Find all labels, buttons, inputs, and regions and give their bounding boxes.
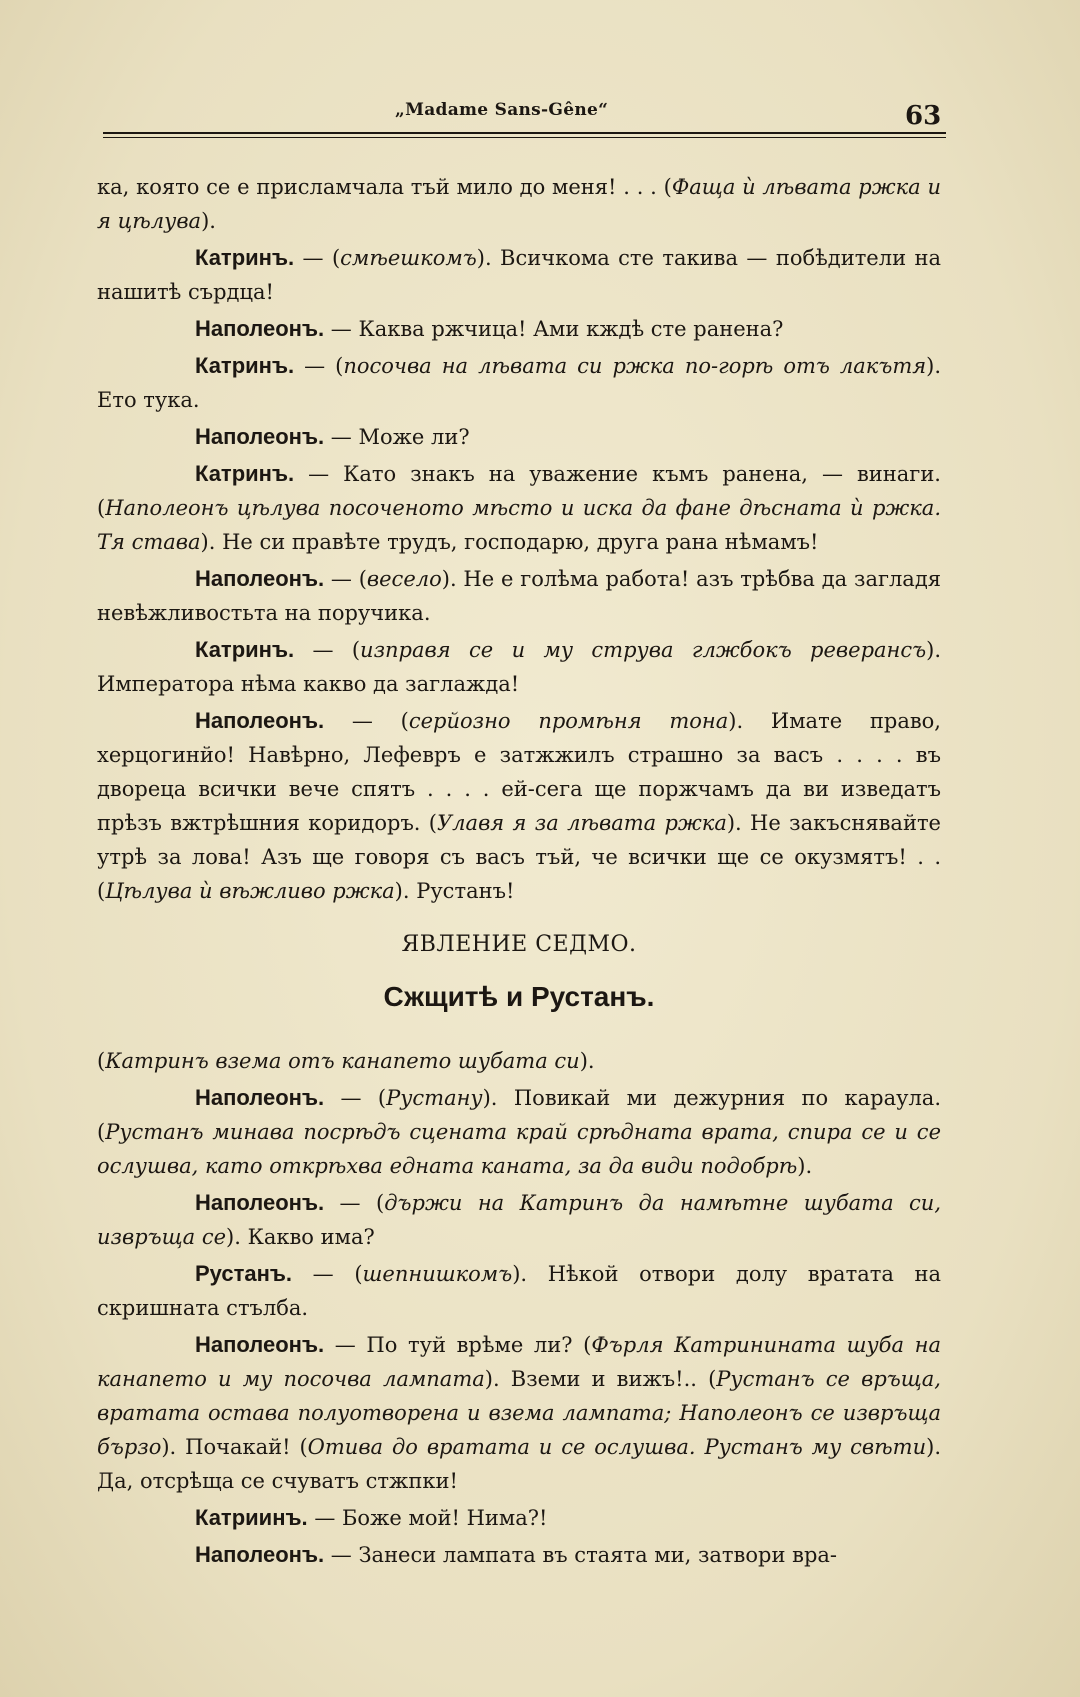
- speaker-name: Наполеонъ.: [195, 424, 325, 449]
- paragraph: Рустанъ. — (шепнишкомъ). Нѣкой отвори долу вратата на скришната стълба.: [97, 1261, 942, 1320]
- paragraph: Катринъ. — Като знакъ на уважение къмъ ранена, — винаги. (Наполеонъ цѣлува посоченото мѣсто и иска да фане дѣсната ѝ ржка. Тя става). Не си правѣте трудъ, господарю, друга рана нѣмамъ!: [97, 461, 941, 554]
- paragraph: Наполеонъ. — Може ли?: [195, 424, 470, 449]
- speaker-name: Наполеонъ.: [195, 566, 325, 591]
- paragraph: Наполеонъ. — Каква ржчица! Ами кждѣ сте ранена?: [195, 316, 784, 341]
- paragraph: Наполеонъ. — (весело). Не е голѣма работа! азъ трѣбва да загладя невѣжливостьта на поручика.: [97, 566, 942, 625]
- body-text: [97, 170, 941, 1575]
- page-number: 63: [905, 101, 942, 131]
- header-rule-thin: [103, 137, 946, 138]
- paragraph: Наполеонъ. — По туй врѣме ли? (Фърля Катринината шуба на канапето и му посочва лампата). Вземи и вижъ!.. (Рустанъ се връща, вратата остава полуотворена и взема лампата; Наполеонъ се извръща бързо). Почакай! (Отива до вратата и се ослушва. Рустанъ му свѣти). Да, отсрѣща се счуватъ стжпки!: [97, 1332, 942, 1493]
- paragraph: Наполеонъ. — (държи на Катринъ да намѣтне шубата си, извръща се). Какво има?: [97, 1190, 942, 1249]
- paragraph: ка, която се е присламчала тъй мило до меня! . . . (Фаща ѝ лѣвата ржка и я цѣлува).: [97, 175, 941, 233]
- speaker-name: Рустанъ.: [195, 1261, 293, 1286]
- speaker-name: Наполеонъ.: [195, 1332, 325, 1357]
- paragraph: Катринъ. — (изправя се и му струва глжбокъ реверансъ). Императора нѣма какво да заглажда!: [97, 637, 942, 696]
- paragraph: Катринъ. — (смѣешкомъ). Всичкома сте такива — побѣдители на нашитѣ сърдца!: [97, 245, 942, 304]
- speaker-name: Наполеонъ.: [195, 1085, 325, 1110]
- paragraph: Наполеонъ. — (серйозно промѣня тона). Имате право, херцогинйо! Навѣрно, Лефевръ е затжжилъ страшно за васъ . . . . въ двореца всички вече спятъ . . . . ей-сега ще поржчамъ да ви изведатъ прѣзъ вжтрѣшния коридоръ. (Улавя я за лѣвата ржка). Не закъснявайте утрѣ за лова! Азъ ще говоря съ васъ тъй, че всички ще се окузмятъ! . . (Цѣлува ѝ вѣжливо ржка). Рустанъ!: [97, 708, 941, 903]
- speaker-name: Наполеонъ.: [195, 316, 325, 341]
- speaker-name: Катринъ.: [195, 353, 295, 378]
- speaker-name: Катринъ.: [195, 461, 295, 486]
- speaker-name: Катринъ.: [195, 245, 295, 270]
- paragraph: Катринъ. — (посочва на лѣвата си ржка по-горѣ отъ лакътя). Ето тука.: [97, 353, 942, 412]
- speaker-name: Катриинъ.: [195, 1505, 308, 1530]
- stage-direction: (Катринъ взема отъ канапето шубата си).: [97, 1049, 595, 1073]
- scene-title: Сжщитѣ и Рустанъ.: [383, 981, 655, 1012]
- scene-heading: ЯВЛЕНИЕ СЕДМО.: [401, 932, 637, 957]
- paragraph: Наполеонъ. — Занеси лампата въ стаята ми, затвори вра-: [195, 1542, 837, 1567]
- speaker-name: Наполеонъ.: [195, 708, 325, 733]
- speaker-name: Катринъ.: [195, 637, 295, 662]
- speaker-name: Наполеонъ.: [195, 1190, 325, 1215]
- speaker-name: Наполеонъ.: [195, 1542, 325, 1567]
- paragraph: Наполеонъ. — (Рустану). Повикай ми дежурния по караула. (Рустанъ минава посрѣдъ сцената край срѣдната врата, спира се и се ослушва, като открѣхва едната каната, за да види подобрѣ).: [97, 1085, 941, 1178]
- running-title: „Madame Sans-Gêne“: [395, 100, 609, 120]
- paragraph: Катриинъ. — Боже мой! Нима?!: [195, 1505, 548, 1530]
- header-rule: [103, 132, 946, 134]
